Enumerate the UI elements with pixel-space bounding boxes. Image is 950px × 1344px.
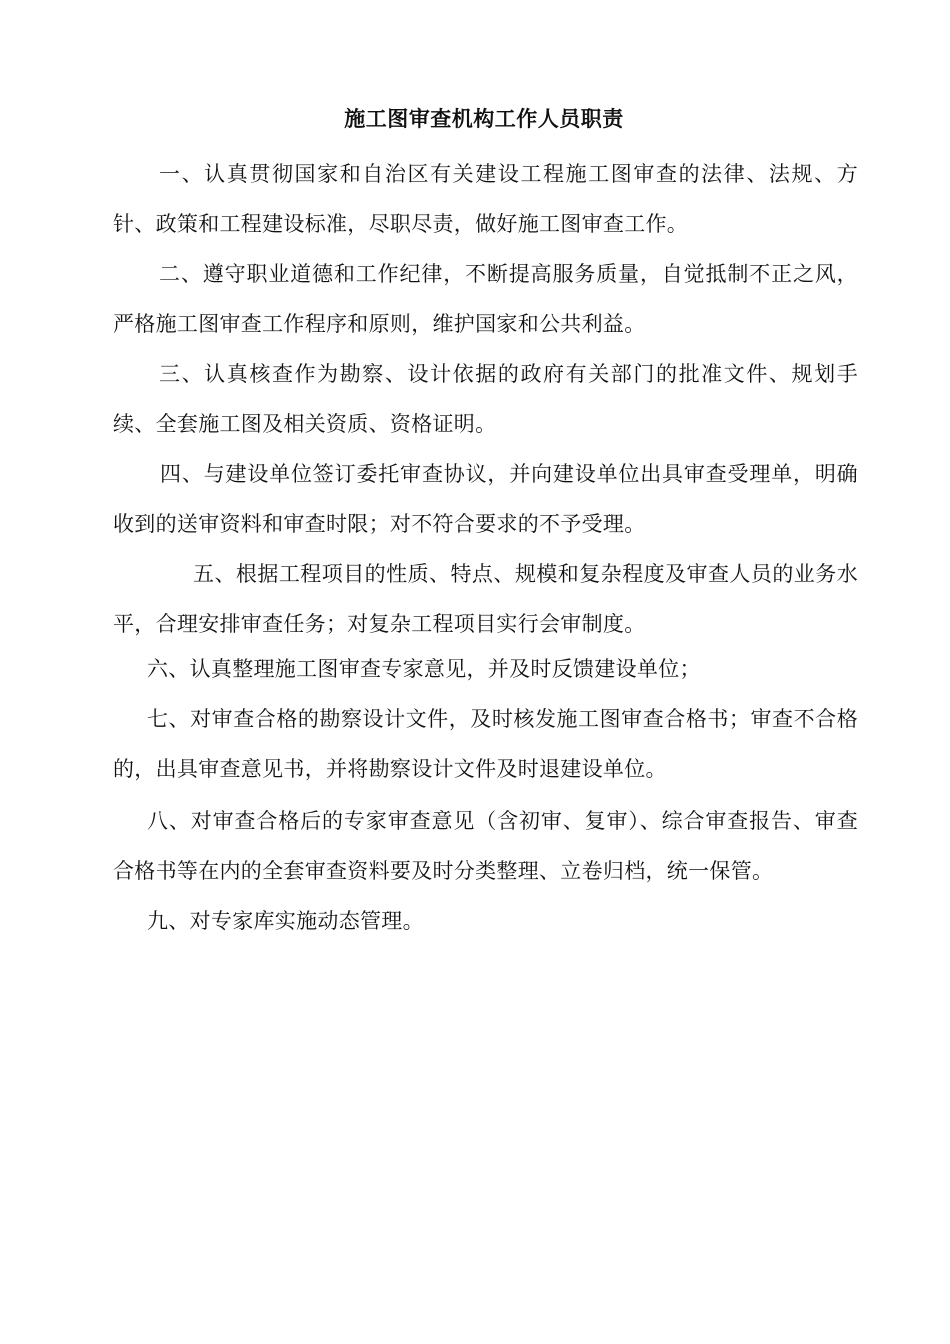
clause-5: 五、根据工程项目的性质、特点、规模和复杂程度及审查人员的业务水平，合理安排审查任务；对复杂工程项目实行会审制度。	[113, 562, 858, 636]
clause-6: 六、认真整理施工图审查专家意见，并及时反馈建设单位；	[147, 657, 701, 681]
clause-8: 八、对审查合格后的专家审查意见（含初审、复审）、综合审查报告、审查合格书等在内的全套审查资料要及时分类整理、立卷归档，统一保管。	[113, 809, 858, 883]
clause-7: 七、对审查合格的勘察设计文件，及时核发施工图审查合格书；审查不合格的，出具审查意见书，并将勘察设计文件及时退建设单位。	[113, 707, 858, 781]
document-title: 施工图审查机构工作人员职责	[344, 106, 624, 131]
clause-3: 三、认真核查作为勘察、设计依据的政府有关部门的批准文件、规划手续、全套施工图及相关资质、资格证明。	[113, 362, 858, 436]
clause-1: 一、认真贯彻国家和自治区有关建设工程施工图审查的法律、法规、方针、政策和工程建设标准，尽职尽责，做好施工图审查工作。	[113, 162, 858, 236]
clause-2: 二、遵守职业道德和工作纪律，不断提高服务质量，自觉抵制不正之风，严格施工图审查工作程序和原则，维护国家和公共利益。	[113, 262, 858, 336]
clause-4: 四、与建设单位签订委托审查协议，并向建设单位出具审查受理单，明确收到的送审资料和审查时限；对不符合要求的不予受理。	[113, 462, 858, 536]
clause-9: 九、对专家库实施动态管理。	[147, 909, 424, 933]
